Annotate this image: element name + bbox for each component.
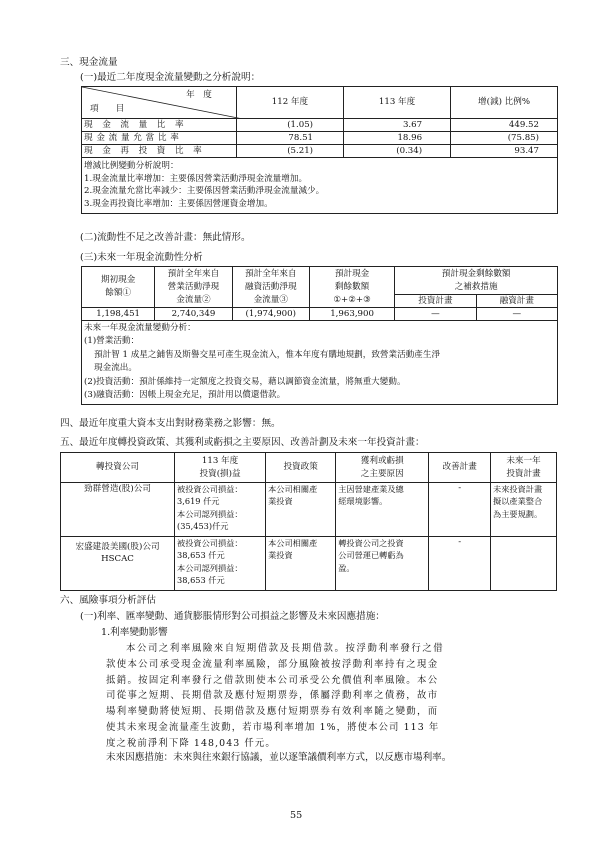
- header-line: 金流量③: [253, 294, 288, 305]
- note-line: 2.現金流量允當比率減少：主要係因營業活動淨現金流量減少。: [84, 186, 325, 196]
- investment-gain: [175, 483, 266, 537]
- paragraph-line: 場利率變動將使短期、長期借款及應付短期票券有效利率隨之變動，而: [106, 706, 439, 718]
- header-line: 營業活動淨現: [167, 281, 220, 292]
- policy-line: 業投資: [268, 550, 293, 561]
- note-line: (1)營業活動：: [84, 336, 140, 347]
- improvement-plan: -: [429, 483, 491, 537]
- section-4-title: 四、最近年度重大資本支出對財務業務之影響：無。: [60, 418, 281, 429]
- header-line: 預計全年來自: [244, 268, 297, 279]
- corner-item-label: 項 目: [90, 104, 125, 114]
- future-line: 未來投資計畫: [493, 484, 543, 494]
- col-header-financing: [232, 267, 309, 308]
- col-header-future: [491, 453, 557, 483]
- header-line: ①+②+③: [333, 294, 371, 305]
- future-plan: [491, 483, 557, 537]
- cell-value: (0.34): [344, 145, 451, 158]
- note-line: 預計智 1 成星之鋪售及斯譽交星可產生現金流入，惟本年度有購地規劃，致營業活動產生淨: [94, 349, 441, 360]
- cell-value: (1,974,900): [232, 308, 309, 321]
- cell-value: 449.52: [451, 119, 558, 132]
- col-header-opening-cash: [82, 267, 155, 308]
- header-line: 獲利或虧損: [360, 455, 404, 466]
- section-6-title: 六、風險事項分析評估: [60, 595, 156, 606]
- gain-line: 38,653 仟元: [177, 574, 225, 585]
- gain-line: 3,619 仟元: [177, 496, 220, 507]
- profit-reason: [336, 483, 429, 537]
- corner-year-label: 年 度: [186, 90, 212, 100]
- header-line: 未來一年: [506, 455, 541, 466]
- col-header-gain: [175, 453, 266, 483]
- cell-value: (5.21): [236, 145, 343, 158]
- cell-value: —: [395, 308, 476, 321]
- company-name-line: 宏盛建設美國(股)公司: [75, 542, 160, 552]
- cell-value: 93.47: [451, 145, 558, 158]
- header-line: 預計全年來自: [167, 268, 220, 279]
- header-line: 金流量②: [176, 294, 211, 305]
- policy-line: 本公司相關產: [268, 484, 318, 494]
- reason-line: 公司營運已轉虧為: [338, 550, 404, 561]
- cell-value: (75.85): [451, 132, 558, 145]
- note-line: 1.現金流量比率增加：主要係因營業活動淨現金流量增加。: [84, 173, 308, 184]
- col-header-operating: [155, 267, 232, 308]
- reason-line: 經環境影響。: [338, 496, 388, 507]
- company-name-line: 勁群營造(股)公司: [84, 484, 151, 494]
- notes-row: [82, 158, 558, 214]
- paragraph-line: 使其未來現金流量產生波動，若市場利率增加 1%，將使本公司 113 年: [106, 721, 440, 733]
- table-row: [82, 119, 558, 132]
- gain-line: 被投資公司損益：: [177, 538, 243, 548]
- company-name: [61, 537, 175, 591]
- cell-value: 2,740,349: [155, 308, 232, 321]
- reason-line: 盈。: [338, 562, 355, 573]
- row-label: 現 金 流 量 比 率: [82, 119, 237, 132]
- paragraph-line: 司從事之短期、長期借款及應付短期票券，係屬浮動利率之債務，故市: [106, 690, 439, 702]
- cell-value: 1,198,451: [82, 308, 155, 321]
- reason-line: 轉投資公司之投資: [338, 538, 404, 548]
- company-name: [61, 483, 175, 537]
- table-row: [82, 145, 558, 158]
- improvement-plan: -: [429, 537, 491, 591]
- row-label: 現 金 流 量 允 當 比 率: [82, 132, 237, 145]
- header-line: 預計現金剩餘數額: [441, 268, 511, 279]
- investment-policy: [266, 483, 336, 537]
- page-number: 55: [290, 810, 303, 821]
- col-header-financing-plan: 融資計畫: [476, 295, 557, 308]
- profit-reason: [336, 537, 429, 591]
- gain-line: 本公司認列損益：: [177, 562, 243, 573]
- note-line: 3.現金再投資比率增加：主要係因營運資金增加。: [84, 198, 273, 209]
- gain-line: 被投資公司損益：: [177, 484, 243, 494]
- notes-heading: 未來一年現金流量變動分析：: [84, 323, 196, 333]
- cashflow-analysis-subtitle: (一)最近二年度現金流量變動之分析說明：: [80, 72, 261, 83]
- col-header-investment-plan: 投資計畫: [395, 295, 476, 308]
- corner-header-cell: [82, 87, 237, 119]
- cell-value: —: [476, 308, 557, 321]
- investment-gain: [175, 537, 266, 591]
- reinvestment-table: [60, 452, 557, 591]
- policy-line: 業投資: [268, 496, 293, 507]
- cell-value: 18.96: [344, 132, 451, 145]
- header-line: 期初現金: [100, 275, 136, 285]
- paragraph-line: 本公司之利率風險來自短期借款及長期借款。按浮動利率發行之借: [126, 643, 445, 654]
- table-row: [61, 483, 557, 537]
- col-header-company: 轉投資公司: [61, 453, 175, 483]
- reason-line: 主因營建產業及總: [338, 484, 404, 494]
- col-header-policy: 投資政策: [266, 453, 336, 483]
- liquidity-analysis-table: [81, 266, 558, 405]
- cell-value: (1.05): [236, 119, 343, 132]
- section-5-title: 五、最近年度轉投資政策、其獲利或虧損之主要原因、改善計劃及未來一年投資計畫：: [60, 437, 425, 448]
- col-header-remedy: [395, 267, 558, 282]
- note-line: (3)融資活動：因帳上現金充足，預計用以償還借款。: [84, 390, 286, 401]
- header-line: 融資活動淨現: [244, 281, 297, 292]
- header-line: 投資計畫: [506, 468, 541, 479]
- note-line: (2)投資活動：預計係維持一定額度之投資交易，藉以調節資金流量，將無重大變動。: [84, 376, 406, 387]
- table-row: [61, 537, 557, 591]
- paragraph-line: 款使本公司承受現金流量利率風險，部分風險被按浮動利率持有之現金: [106, 658, 439, 670]
- header-line: 之補救措施: [395, 282, 558, 295]
- table-row: [82, 132, 558, 145]
- col-header-remaining: [309, 267, 394, 308]
- response-measure: 未來因應措施：未來與往來銀行協議，並以逐筆議價利率方式，以反應市場利率。: [106, 752, 452, 763]
- cell-value: 78.51: [236, 132, 343, 145]
- liquidity-analysis-subtitle: (三)未來一年現金流動性分析: [80, 252, 203, 263]
- header-line: 預計現金: [334, 268, 370, 279]
- company-name-line: HSCAC: [101, 554, 134, 564]
- cell-value: 3.67: [344, 119, 451, 132]
- future-plan: [491, 537, 557, 591]
- interest-rate-subtitle: (一)利率、匯率變動、通貨膨脹情形對公司損益之影響及未來因應措施：: [80, 611, 385, 622]
- cashflow-ratio-table: [81, 86, 558, 214]
- table-row: [82, 308, 558, 321]
- header-line: 投資(損)益: [199, 468, 241, 479]
- cell-value: 1,963,900: [309, 308, 394, 321]
- header-line: 剩餘數額: [334, 281, 370, 292]
- col-header-change: 增(減) 比例%: [451, 87, 558, 119]
- header-line: 113 年度: [201, 455, 239, 466]
- header-line: 餘額①: [105, 288, 132, 298]
- policy-line: 本公司相關產: [268, 538, 318, 548]
- gain-line: 本公司認列損益：: [177, 508, 243, 519]
- header-line: 之主要原因: [360, 468, 404, 479]
- investment-policy: [266, 537, 336, 591]
- gain-line: 38,653 仟元: [177, 550, 225, 561]
- col-header-reason: [336, 453, 429, 483]
- section-3-title: 三、現金流量: [60, 57, 118, 68]
- future-line: 為主要規劃。: [493, 508, 543, 519]
- future-line: 擬以產業整合: [493, 496, 543, 507]
- col-header-improvement: 改善計畫: [429, 453, 491, 483]
- col-header-112: 112 年度: [236, 87, 343, 119]
- gain-line: (35,453)仟元: [177, 520, 229, 531]
- interest-rate-paragraph: [106, 641, 540, 752]
- paragraph-line: 抵銷。按固定利率發行之借款則使本公司承受公允價值利率風險。本公: [106, 674, 439, 686]
- col-header-113: 113 年度: [344, 87, 451, 119]
- paragraph-line: 度之稅前淨利下降 148,043 仟元。: [106, 737, 276, 749]
- note-line: 現金流出。: [94, 363, 137, 374]
- notes-heading: 增減比例變動分析說明：: [84, 161, 179, 171]
- notes-row: [82, 321, 558, 405]
- interest-rate-item: 1.利率變動影響: [101, 627, 168, 638]
- liquidity-plan-text: (二)流動性不足之改善計畫：無此情形。: [80, 232, 251, 243]
- row-label: 現 金 再 投 資 比 率: [82, 145, 237, 158]
